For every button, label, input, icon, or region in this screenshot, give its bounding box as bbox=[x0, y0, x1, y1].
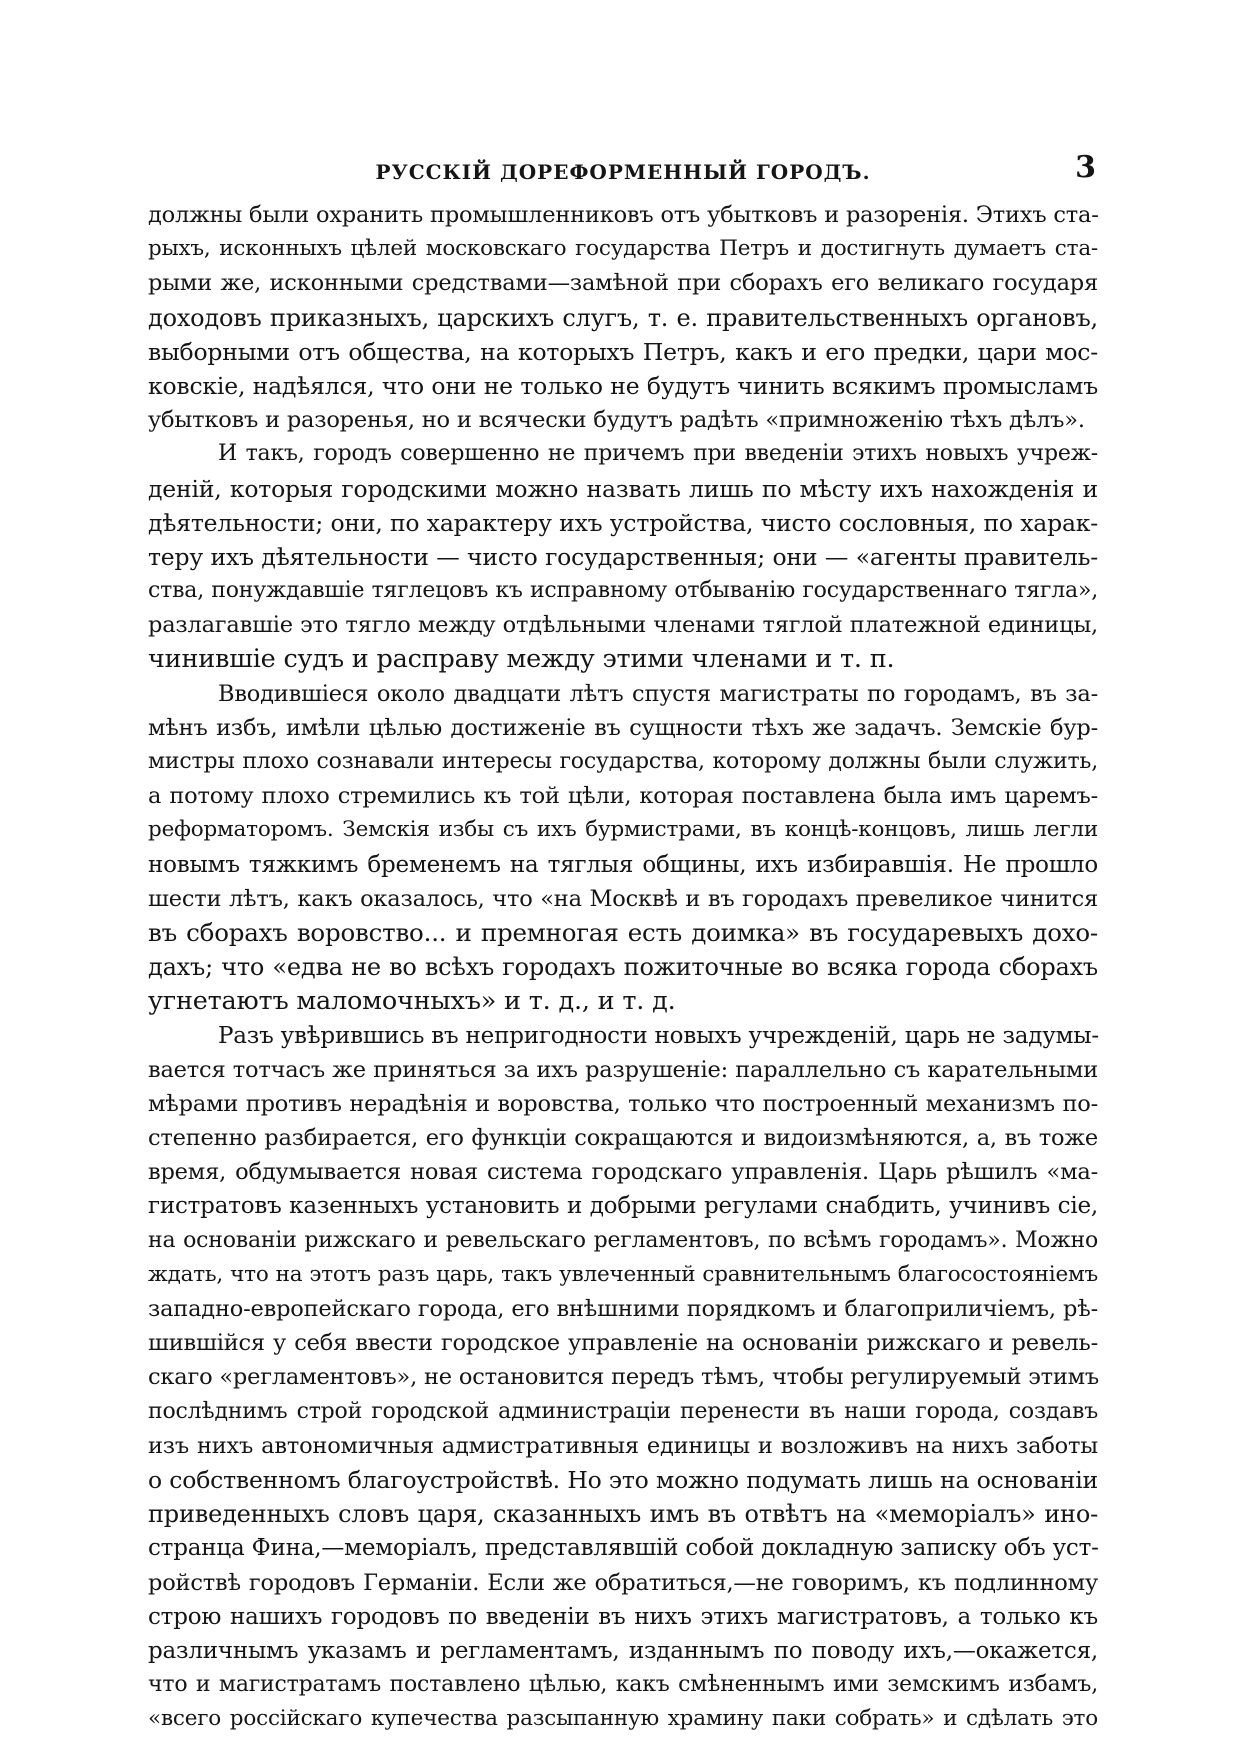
text-line: ройствѣ городовъ Германіи. Если же обратиться,—не говоримъ, къ подлинному bbox=[148, 1569, 1098, 1596]
text-line: «всего россійскаго купечества разсыпанную храмину паки собрать» и сдѣлать это bbox=[148, 1706, 1098, 1732]
text-line: должны были охранить промышленниковъ отъ убытковъ и разоренія. Этихъ ста- bbox=[148, 202, 1099, 228]
text-line: шести лѣтъ, какъ оказалось, что «на Москвѣ и въ городахъ превеликое чинится bbox=[148, 885, 1098, 912]
text-line: въ сборахъ воровство... и премногая есть доимка» въ государевыхъ дохо- bbox=[148, 917, 1098, 947]
text-line: степенно разбирается, его функціи сокращаются и видоизмѣняются, а, въ тоже bbox=[148, 1125, 1098, 1152]
text-line: изъ нихъ автономичныя адмистративныя единицы и возложивъ на нихъ заботы bbox=[148, 1432, 1098, 1459]
text-line: доходовъ приказныхъ, царскихъ слугъ, т. е. правительственныхъ органовъ, bbox=[148, 303, 1098, 332]
text-line: чинившіе судъ и расправу между этими членами и т. п. bbox=[148, 644, 895, 675]
text-line: гистратовъ казенныхъ установить и добрыми регулами снабдить, учинивъ сіе, bbox=[148, 1193, 1098, 1220]
text-line: рыхъ, исконныхъ цѣлей московскаго государства Петръ и достигнуть думаетъ ста- bbox=[148, 236, 1098, 262]
text-line: дѣятельности; они, по характеру ихъ устройства, чисто сословныя, по харак- bbox=[148, 508, 1098, 537]
text-line: реформаторомъ. Земскія избы съ ихъ бурмистрами, въ концѣ-концовъ, лишь легли bbox=[148, 817, 1098, 843]
text-line: на основаніи рижскаго и ревельскаго регламентовъ, по всѣмъ городамъ». Можно bbox=[148, 1227, 1098, 1253]
body-text bbox=[148, 198, 1098, 1736]
text-line: ковскіе, надѣялся, что они не только не будутъ чинить всякимъ промысламъ bbox=[148, 371, 1098, 400]
text-line: выборными отъ общества, на которыхъ Петръ, какъ и его предки, цари мос- bbox=[148, 337, 1098, 366]
text-line: убытковъ и разоренья, но и всячески будутъ радѣть «примноженію тѣхъ дѣлъ». bbox=[148, 407, 1085, 434]
text-line: разлагавшіе это тягло между отдѣльными членами тяглой платежной единицы, bbox=[148, 612, 1098, 639]
text-line: странца Фина,—меморіалъ, представлявшій собой докладную записку объ уст- bbox=[148, 1535, 1099, 1562]
text-line: дахъ; что «едва не во всѣхъ городахъ пожиточные во всяка города сборахъ bbox=[148, 953, 1098, 982]
text-line: рыми же, исконными средствами—замѣной при сборахъ его великаго государя bbox=[148, 270, 1098, 297]
text-line: угнетаютъ маломочныхъ» и т. д., и т. д. bbox=[148, 986, 676, 1017]
text-line: новымъ тяжкимъ бременемъ на тяглыя общины, ихъ избиравшія. Не прошло bbox=[148, 851, 1098, 878]
text-line: мистры плохо сознавали интересы государства, которому должны были служить, bbox=[148, 749, 1098, 774]
text-line: Разъ увѣрившись въ непригодности новыхъ учрежденій, царь не задумы- bbox=[218, 1022, 1099, 1049]
text-line: ства, понуждавшіе тяглецовъ къ исправному отбыванію государственнаго тягла», bbox=[148, 578, 1098, 604]
text-line: шившійся у себя ввести городское управленіе на основаніи рижскаго и ревель- bbox=[148, 1330, 1098, 1357]
text-line: мѣнъ избъ, имѣли цѣлью достиженіе въ сущности тѣхъ же задачъ. Земскіе бур- bbox=[148, 714, 1098, 741]
text-line: время, обдумывается новая система городскаго управленія. Царь рѣшилъ «ма- bbox=[148, 1159, 1098, 1186]
text-line: строю нашихъ городовъ по введеніи въ нихъ этихъ магистратовъ, а только къ bbox=[148, 1603, 1098, 1630]
text-line: вается тотчасъ же приняться за ихъ разрушеніе: параллельно съ карательными bbox=[148, 1056, 1098, 1083]
text-line: а потому плохо стремились къ той цѣли, которая поставлена была имъ царемъ- bbox=[148, 783, 1098, 810]
text-line: различнымъ указамъ и регламентамъ, изданнымъ по поводу ихъ,—окажется, bbox=[148, 1637, 1098, 1664]
text-line: ждать, что на этотъ разъ царь, такъ увлеченный сравнительнымъ благосостояніемъ bbox=[148, 1261, 1098, 1287]
text-line: что и магистратамъ поставлено цѣлью, какъ смѣненнымъ ими земскимъ избамъ, bbox=[148, 1672, 1098, 1698]
page-number: 3 bbox=[1075, 150, 1096, 185]
running-header bbox=[148, 150, 1098, 198]
text-line: деній, которыя городскими можно назвать лишь по мѣсту ихъ нахожденія и bbox=[148, 474, 1098, 503]
text-line: Вводившіеся около двадцати лѣтъ спустя магистраты по городамъ, въ за- bbox=[218, 680, 1098, 707]
text-line: о собственномъ благоустройствѣ. Но это можно подумать лишь на основаніи bbox=[148, 1465, 1098, 1494]
text-line: теру ихъ дѣятельности — чисто государственныя; они — «агенты правитель- bbox=[148, 542, 1098, 571]
text-line: И такъ, городъ совершенно не причемъ при введеніи этихъ новыхъ учреж- bbox=[218, 441, 1098, 467]
running-title: РУССКІЙ ДОРЕФОРМЕННЫЙ ГОРОДЪ. bbox=[375, 160, 871, 184]
text-line: западно-европейскаго города, его внѣшними порядкомъ и благоприличіемъ, рѣ- bbox=[148, 1296, 1098, 1322]
text-line: скаго «регламентовъ», не остановится передъ тѣмъ, чтобы регулируемый этимъ bbox=[148, 1364, 1100, 1391]
text-line: послѣднимъ строй городской администраціи перенести въ наши города, создавъ bbox=[148, 1398, 1098, 1424]
book-page bbox=[148, 150, 1098, 1736]
text-line: приведенныхъ словъ царя, сказанныхъ имъ въ отвѣтъ на «меморіалъ» ино- bbox=[148, 1500, 1098, 1529]
text-line: мѣрами противъ нерадѣнія и воровства, только что построенный механизмъ по- bbox=[148, 1090, 1098, 1117]
